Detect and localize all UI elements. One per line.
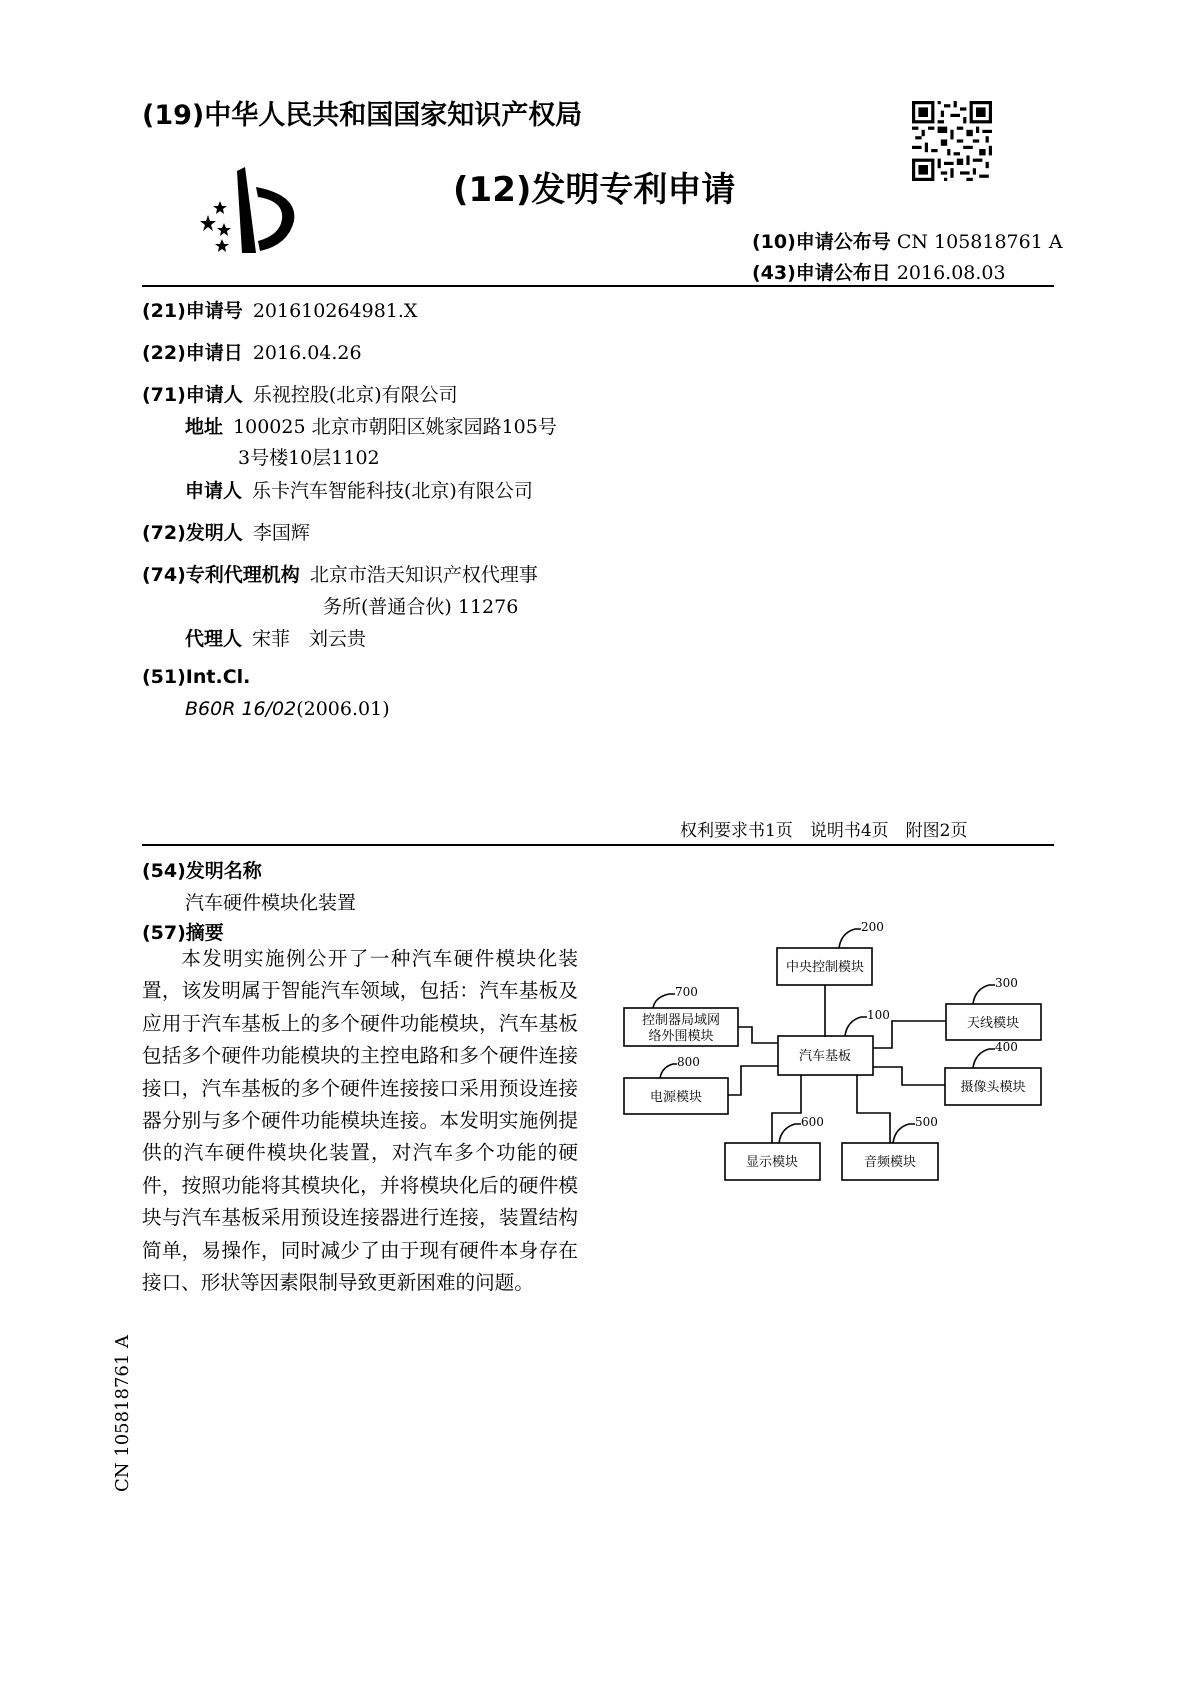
document-type: (12)发明专利申请: [453, 170, 736, 210]
inventor-label: (72)发明人: [142, 522, 243, 544]
leader-100: [845, 1017, 867, 1036]
connector-400: [873, 1067, 945, 1085]
header-rule: [142, 285, 1054, 287]
invention-title: 汽车硬件模块化装置: [185, 892, 357, 914]
cnipa-logo-icon: [198, 165, 310, 255]
patent-agency-line-1: 北京市浩天知识产权代理事: [309, 564, 538, 586]
connector-500: [857, 1075, 890, 1143]
module-ref-400: 400: [995, 1040, 1018, 1054]
module-label-100: 汽车基板: [798, 1049, 852, 1064]
module-ref-100: 100: [867, 1008, 890, 1022]
publication-date: [752, 258, 1006, 285]
publication-number: [752, 227, 1063, 254]
module-label-300: 天线模块: [966, 1016, 1020, 1031]
applicant-value: 乐视控股(北京)有限公司: [252, 384, 458, 406]
leader-300: [973, 985, 995, 1004]
leader-200: [839, 929, 861, 948]
inventor-value: 李国辉: [252, 522, 310, 544]
address-label: 地址: [185, 416, 224, 438]
publication-date-label: (43)申请公布日: [752, 262, 891, 284]
agents-label: 代理人: [185, 628, 243, 650]
applicant-label: (71)申请人: [142, 384, 243, 406]
int-cl-entry: [185, 698, 390, 720]
connector-700: [738, 1027, 778, 1043]
page-counts: 权利要求书1页 说明书4页 附图2页: [680, 821, 968, 841]
publication-date-value: 2016.08.03: [896, 262, 1006, 284]
applicant-2-label: 申请人: [185, 480, 243, 502]
module-label-400: 摄像头模块: [960, 1080, 1026, 1095]
application-date-value: 2016.04.26: [252, 342, 362, 364]
module-ref-200: 200: [861, 920, 884, 934]
qr-code-icon: [912, 101, 992, 181]
publication-number-label: (10)申请公布号: [752, 231, 891, 253]
module-label-500: 音频模块: [863, 1155, 917, 1170]
agents-value: 宋菲 刘云贵: [252, 628, 367, 650]
abstract-text: 本发明实施例公开了一种汽车硬件模块化装置，该发明属于智能汽车领域，包括：汽车基板及应用于汽车基板上的多个硬件功能模块，汽车基板包括多个硬件功能模块的主控电路和多个硬件连接接口，汽车基板的多个硬件连接接口采用预设连接器分别与多个硬件功能模块连接。本发明实施例提供的汽车硬件模块化装置，对汽车多个功能的硬件，按照功能将其模块化，并将模块化后的硬件模块与汽车基板采用预设连接器进行连接，装置结构简单，易操作，同时减少了由于现有硬件本身存在接口、形状等因素限制导致更新困难的问题。: [142, 947, 578, 1295]
leader-500: [893, 1124, 915, 1143]
agents: [185, 624, 366, 651]
address: [185, 412, 557, 439]
module-ref-700: 700: [675, 985, 698, 999]
address-line-1: 100025 北京市朝阳区姚家园路105号: [233, 416, 557, 438]
applicant: [142, 380, 458, 407]
side-publication-number: CN 105818761 A: [112, 1334, 133, 1492]
abstract-label: (57)摘要: [142, 922, 224, 944]
leader-400: [973, 1049, 995, 1068]
leader-700: [653, 994, 675, 1008]
module-label-700-line-1: 控制器局域网: [641, 1013, 721, 1028]
connector-800: [728, 1066, 778, 1095]
int-cl: [142, 666, 250, 688]
applicant-2-value: 乐卡汽车智能科技(北京)有限公司: [252, 480, 533, 502]
applicant-2: [185, 476, 533, 503]
int-cl-version: (2006.01): [296, 698, 390, 720]
connector-300: [873, 1021, 946, 1048]
patent-agency: [142, 560, 538, 587]
module-label-700-line-2: 络外围模块: [648, 1029, 714, 1044]
leader-600: [779, 1124, 801, 1143]
application-number-value: 201610264981.X: [252, 300, 418, 322]
module-ref-300: 300: [995, 976, 1018, 990]
module-label-200: 中央控制模块: [785, 960, 865, 975]
publication-number-value: CN 105818761 A: [896, 231, 1063, 253]
title-label: (54)发明名称: [142, 860, 262, 882]
office-name: (19)中华人民共和国国家知识产权局: [142, 100, 583, 131]
patent-agency-line-2: 务所(普通合伙) 11276: [323, 596, 519, 618]
application-number: [142, 296, 417, 323]
int-cl-label: (51)Int.Cl.: [142, 666, 251, 688]
connector-600: [772, 1075, 801, 1143]
module-ref-500: 500: [915, 1115, 938, 1129]
leader-800: [660, 1064, 677, 1078]
module-label-800: 电源模块: [649, 1090, 703, 1105]
module-label-600: 显示模块: [745, 1155, 799, 1170]
mid-rule: [142, 844, 1054, 846]
patent-agency-label: (74)专利代理机构: [142, 564, 300, 586]
abstract-figure: [615, 915, 1055, 1185]
int-cl-code: B60R 16/02: [185, 698, 297, 720]
module-ref-800: 800: [677, 1055, 700, 1069]
application-date: [142, 338, 362, 365]
module-ref-600: 600: [801, 1115, 824, 1129]
application-date-label: (22)申请日: [142, 342, 243, 364]
application-number-label: (21)申请号: [142, 300, 243, 322]
inventor: [142, 518, 310, 545]
address-line-2: 3号楼10层1102: [238, 447, 380, 469]
